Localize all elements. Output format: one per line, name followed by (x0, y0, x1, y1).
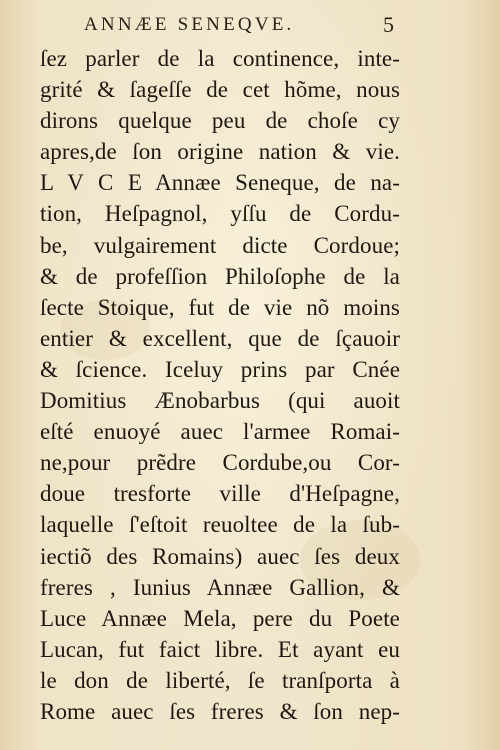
text-line: ne,pour prẽdre Cordube,ou Cor- (40, 450, 400, 476)
text-line: eſté enuoyé auec l'armee Romai- (40, 419, 400, 445)
text-line: entier & excellent, que de ſçauoir (40, 325, 400, 351)
text-line: apres,de ſon origine nation & vie. (40, 139, 400, 165)
running-head: ANNÆE SENEQVE. (84, 14, 295, 35)
text-line: le don de liberté, ſe tranſporta à (40, 667, 400, 693)
text-line: Domitius Ænobarbus (qui auoit (40, 388, 400, 414)
text-line: dirons quelque peu de choſe cy (40, 108, 400, 134)
text-line: Lucan, fut faict libre. Et ayant eu (40, 636, 400, 662)
text-line: freres , Iunius Annæe Gallion, & (40, 574, 400, 600)
text-line: laquelle ſ'eſtoit reuoltee de la ſub- (40, 512, 400, 538)
body-text (40, 43, 400, 727)
text-line: L V C E Annæe Seneque, de na- (40, 170, 400, 196)
text-line: ſecte Stoique, fut de vie nõ moins (40, 294, 400, 320)
text-line: & ſcience. Iceluy prins par Cnée (40, 356, 400, 382)
text-line: ſez parler de la continence, inte- (40, 46, 400, 71)
text-line: Rome auec ſes freres & ſon nep- (40, 698, 400, 724)
page-number: 5 (383, 12, 394, 37)
text-line: tion, Heſpagnol, yſſu de Cordu- (40, 201, 400, 227)
text-line: Luce Annæe Mela, pere du Poete (40, 605, 400, 631)
text-line: iectiõ des Romains) auec ſes deux (40, 543, 400, 569)
text-line: be, vulgairement dicte Cordoue; (40, 232, 400, 258)
text-line: grité & ſageſſe de cet hõme, nous (40, 77, 400, 103)
text-line: doue tresforte ville d'Heſpagne, (40, 481, 400, 507)
text-line: & de profeſſion Philoſophe de la (40, 263, 400, 289)
